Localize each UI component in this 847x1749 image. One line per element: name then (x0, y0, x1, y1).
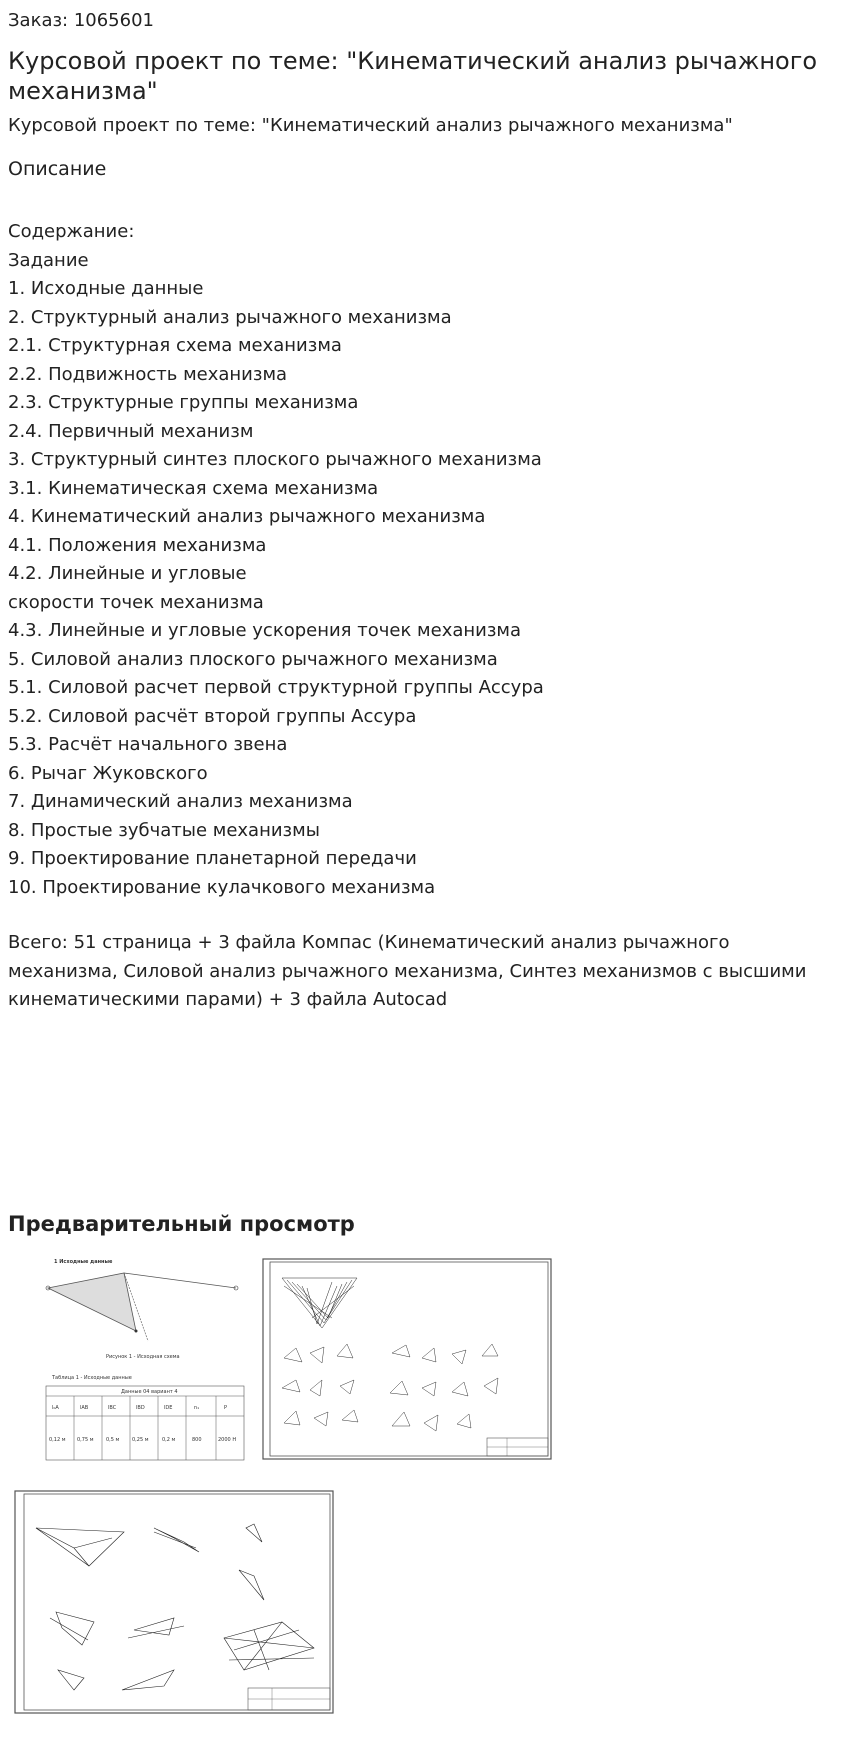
toc-item: 2.3. Структурные группы механизма (8, 392, 359, 413)
toc-item: 10. Проектирование кулачкового механизма (8, 876, 436, 898)
thumb-table-cell: 800 (192, 1437, 202, 1443)
thumb-table-caption: Таблица 1 - Исходные данные (52, 1375, 132, 1381)
toc-item: 4. Кинематический анализ рычажного механизма (8, 506, 486, 527)
thumb-table-header: lBC (108, 1405, 117, 1411)
toc-item: 4.3. Линейные и угловые ускорения точек механизма (8, 620, 522, 641)
thumb-table-cell: 0,2 м (162, 1437, 176, 1443)
toc-item: Содержание: (8, 221, 135, 242)
toc-item: 8. Простые зубчатые механизмы (8, 819, 320, 841)
toc-item: 4.2. Линейные и угловые (8, 563, 247, 584)
description-heading: Описание (8, 158, 107, 180)
toc-item: 9. Проектирование планетарной передачи (8, 848, 417, 869)
toc-item: 3. Структурный синтез плоского рычажного механизма (8, 449, 542, 470)
toc-item: 4.1. Положения механизма (8, 534, 267, 556)
thumb-table-header: n₁ (194, 1405, 200, 1411)
toc-item: 5. Силовой анализ плоского рычажного механизма (8, 648, 498, 670)
toc-item: 5.2. Силовой расчёт второй группы Ассура (8, 705, 417, 727)
preview-thumbnail-kinematic-sheet[interactable] (262, 1258, 552, 1460)
toc-item: 7. Динамический анализ механизма (8, 791, 353, 812)
toc-item: 3.1. Кинематическая схема механизма (8, 477, 379, 499)
thumb-table-header: lAB (80, 1405, 89, 1411)
thumb-table-cell: 0,25 м (132, 1437, 149, 1443)
thumb-table-cell: 0,12 м (49, 1437, 66, 1443)
toc-item: 1. Исходные данные (8, 278, 204, 299)
thumb-table-header: P (224, 1405, 228, 1411)
force-sheet-drawing (14, 1490, 334, 1714)
thumb-table-header: lBD (136, 1405, 145, 1411)
total-summary: Всего: 51 страница + 3 файла Компас (Кинематический анализ рычажного механизма, Силовой анализ рычажного механизма, Синтез механизмов с высшими кинематическими парами) + 3 файла Autocad (8, 932, 807, 1010)
toc-item: 5.3. Расчёт начального звена (8, 734, 288, 755)
initial-data-drawing (36, 1253, 258, 1465)
thumb-figure-caption: Рисунок 1 - Исходная схема (106, 1354, 180, 1360)
toc-item: 6. Рычаг Жуковского (8, 762, 208, 784)
toc-item: 2.4. Первичный механизм (8, 420, 254, 442)
preview-heading: Предварительный просмотр (8, 1212, 355, 1236)
toc-item: 2.2. Подвижность механизма (8, 363, 288, 385)
thumb-table-cell: 0,75 м (77, 1437, 94, 1443)
toc-item: 2.1. Структурная схема механизма (8, 335, 342, 356)
table-of-contents (8, 218, 544, 902)
toc-item: 2. Структурный анализ рычажного механизма (8, 306, 452, 328)
thumb-heading: 1 Исходные данные (54, 1259, 113, 1265)
thumb-table-header: lDE (164, 1405, 173, 1411)
thumb-table-cell: 0,5 м (106, 1437, 120, 1443)
page-title: Курсовой проект по теме: "Кинематический анализ рычажного механизма" (8, 47, 818, 105)
toc-item: скорости точек механизма (8, 591, 264, 613)
order-number: Заказ: 1065601 (8, 10, 154, 31)
thumb-table-title: Данные 04 вариант 4 (121, 1389, 178, 1395)
preview-thumbnail-initial-data[interactable] (36, 1253, 258, 1465)
toc-item: Задание (8, 249, 89, 271)
thumb-table-header: l₀A (52, 1405, 59, 1411)
thumb-table-cell: 2000 Н (218, 1437, 237, 1443)
preview-thumbnail-force-sheet[interactable] (14, 1490, 334, 1714)
toc-item: 5.1. Силовой расчет первой структурной группы Ассура (8, 677, 544, 698)
kinematic-sheet-drawing (262, 1258, 552, 1460)
subtitle: Курсовой проект по теме: "Кинематический анализ рычажного механизма" (8, 115, 733, 136)
